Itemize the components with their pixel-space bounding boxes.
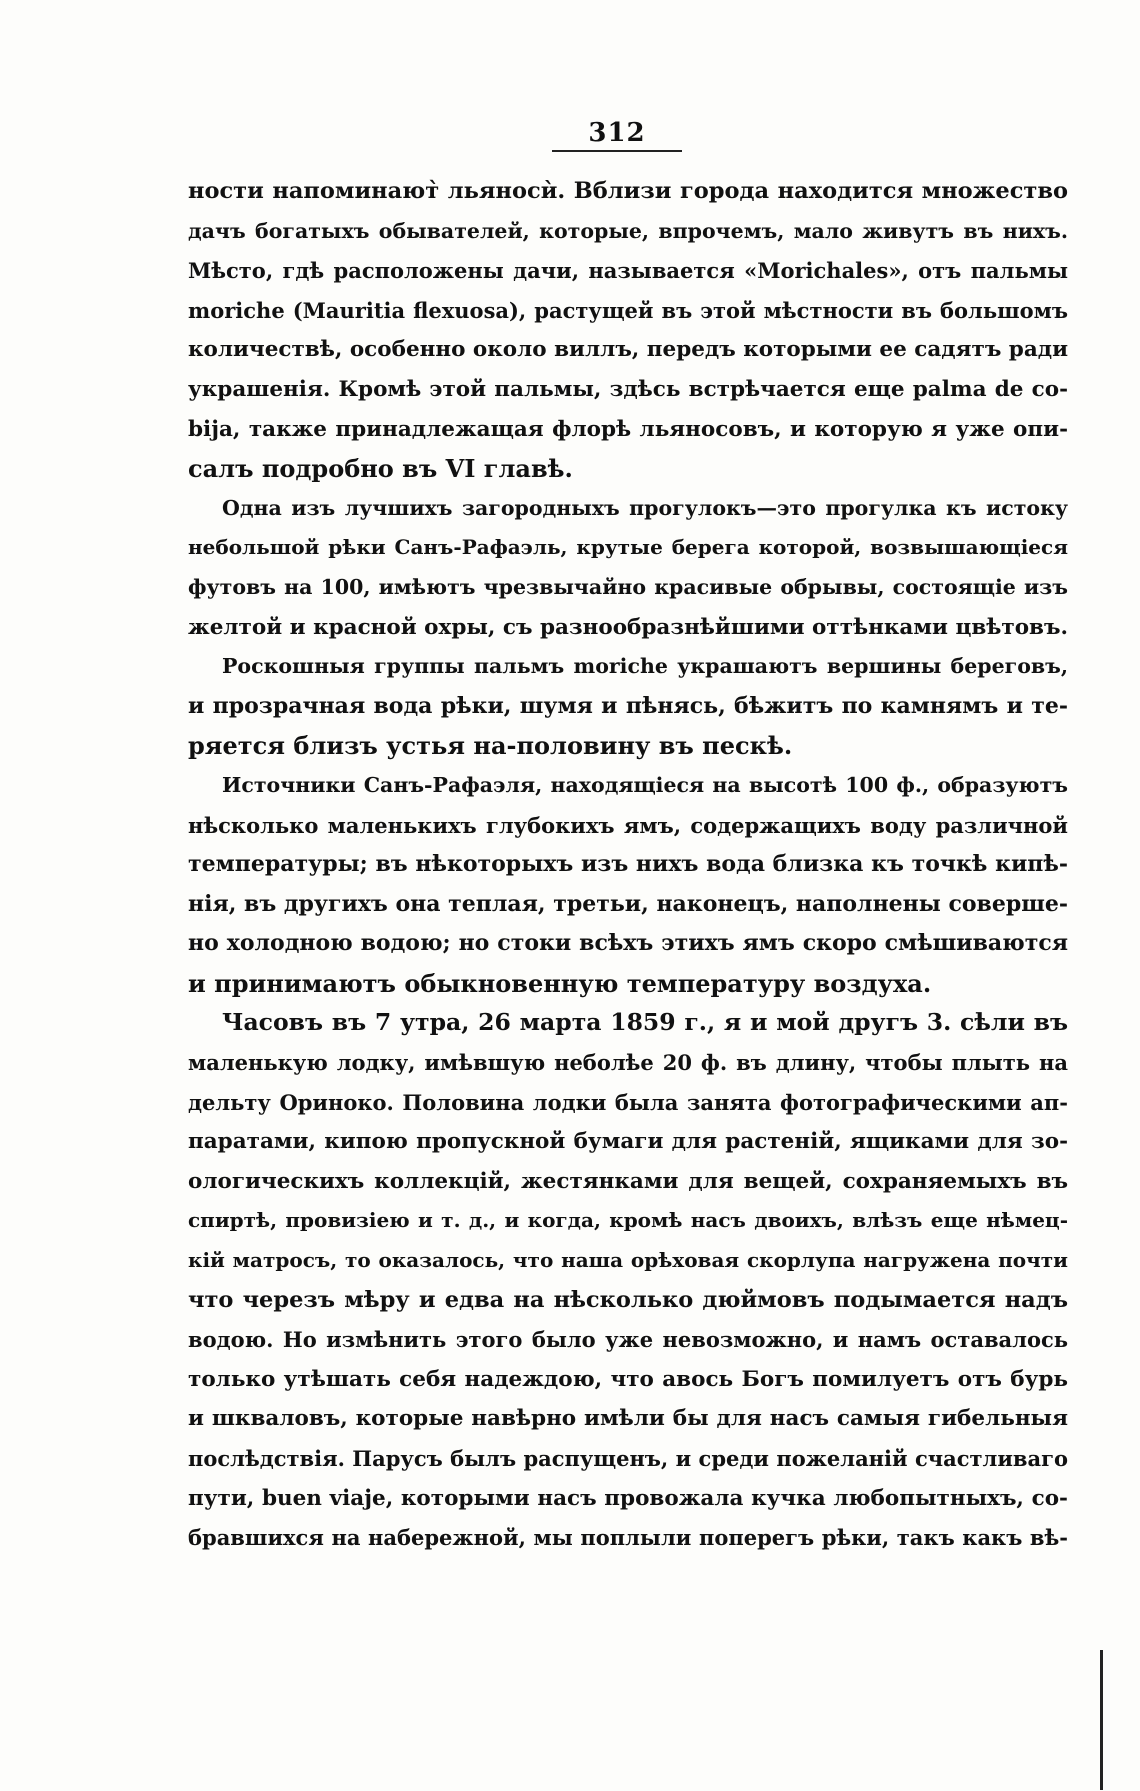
text-line: паратами, кипою пропускной бумаги для растеній, ящиками для зо- (188, 1129, 1068, 1155)
text-line: ряется близъ устья на-половину въ пескѣ. (188, 731, 793, 761)
paragraph-5 (188, 1003, 1068, 1557)
paragraph-2 (188, 489, 1068, 647)
text-line: кій матросъ, то оказалось, что наша орѣховая скорлупа нагружена почти (188, 1248, 1068, 1273)
text-line: ности напоминают̀ льяносѝ. Вблизи города находится множество (188, 178, 1068, 204)
paragraph-4 (188, 766, 1068, 1004)
text-line: количествѣ, особенно около виллъ, передъ которыми ее садятъ ради (188, 337, 1068, 363)
text-line: Источники Санъ-Рафаэля, находящіеся на высотѣ 100 ф., образуютъ (222, 772, 1068, 797)
body-text (188, 172, 1068, 1558)
text-line: водою. Но измѣнить этого было уже невозможно, и намъ оставалось (188, 1327, 1068, 1353)
page-number: 312 (588, 118, 646, 148)
text-line: бравшихся на набережной, мы поплыли поперегъ рѣки, такъ какъ вѣ- (188, 1525, 1068, 1551)
text-line: дельту Ориноко. Половина лодки была занята фотографическими ап- (188, 1089, 1068, 1115)
text-line: температуры; въ нѣкоторыхъ изъ нихъ вода близка къ точкѣ кипѣ- (188, 851, 1068, 878)
paragraph-1 (188, 172, 1068, 489)
text-line: Мѣсто, гдѣ расположены дачи, называется «Morichales», отъ пальмы (188, 258, 1068, 284)
text-line: и шквaловъ, которые навѣрно имѣли бы для насъ самыя гибельныя (188, 1406, 1068, 1432)
text-line: но холодною водою; но стоки всѣхъ этихъ ямъ скоро смѣшиваются (188, 930, 1068, 957)
text-line: послѣдствія. Парусъ былъ распущенъ, и среди пожеланій счастливаго (188, 1446, 1068, 1471)
text-line: желтой и красной охры, съ разнообразнѣйшими оттѣнками цвѣтовъ. (188, 614, 1068, 640)
text-line: дачъ богатыхъ обывателей, которые, впрочемъ, мало живутъ въ нихъ. (188, 218, 1068, 243)
text-line: moriche (Mauritia flexuosa), растущей въ этой мѣстности въ большомъ (188, 297, 1068, 323)
text-line: нѣсколько маленькихъ глубокихъ ямъ, содержащихъ воду различной (188, 812, 1068, 838)
paragraph-3 (188, 647, 1068, 766)
text-line: и прозрачная вода рѣки, шумя и пѣнясь, бѣжитъ по камнямъ и те- (188, 692, 1068, 719)
text-line: пути, buen viaje, которыми насъ провожала кучка любопытныхъ, со- (188, 1485, 1068, 1511)
margin-rule (1100, 1650, 1103, 1790)
text-line: только утѣшать себя надеждою, что авось Богъ помилуетъ отъ бурь (188, 1366, 1068, 1392)
text-line: салъ подробно въ VI главѣ. (188, 454, 573, 484)
header-rule (552, 150, 682, 152)
text-line: нія, въ другихъ она теплая, третьи, наконецъ, наполнены соверше- (188, 890, 1068, 917)
text-line: Одна изъ лучшихъ загородныхъ прогулокъ—это прогулка къ истоку (222, 495, 1068, 520)
text-line: футовъ на 100, имѣютъ чрезвычайно красивые обрывы, состоящіе изъ (188, 574, 1068, 599)
text-line: маленькую лодку, имѣвшую неболѣе 20 ф. въ длину, чтобы плыть на (188, 1050, 1068, 1076)
text-line: и принимаютъ обыкновенную температуру воздуха. (188, 968, 932, 998)
text-line: что черезъ мѣру и едва на нѣсколько дюймовъ подымается надъ (188, 1286, 1068, 1313)
text-line: украшенія. Кромѣ этой пальмы, здѣсь встрѣчается еще palma de co- (188, 376, 1068, 402)
text-line: спиртѣ, провизіею и т. д., и когда, кромѣ насъ двоихъ, влѣзъ еще нѣмец- (188, 1208, 1068, 1233)
text-line: bija, также принадлежащая флорѣ льяносовъ, и которую я уже опи- (188, 416, 1068, 442)
text-line: небольшой рѣки Санъ-Рафаэль, крутые берега которой, возвышающіеся (188, 535, 1068, 560)
text-line: ологическихъ коллекцій, жестянками для вещей, сохраняемыхъ въ (188, 1168, 1068, 1194)
text-line: Часовъ въ 7 утра, 26 марта 1859 г., я и мой другъ 3. сѣли въ (222, 1008, 1068, 1037)
text-line: Роскошныя группы пальмъ moriche украшаютъ вершины береговъ, (222, 654, 1068, 679)
